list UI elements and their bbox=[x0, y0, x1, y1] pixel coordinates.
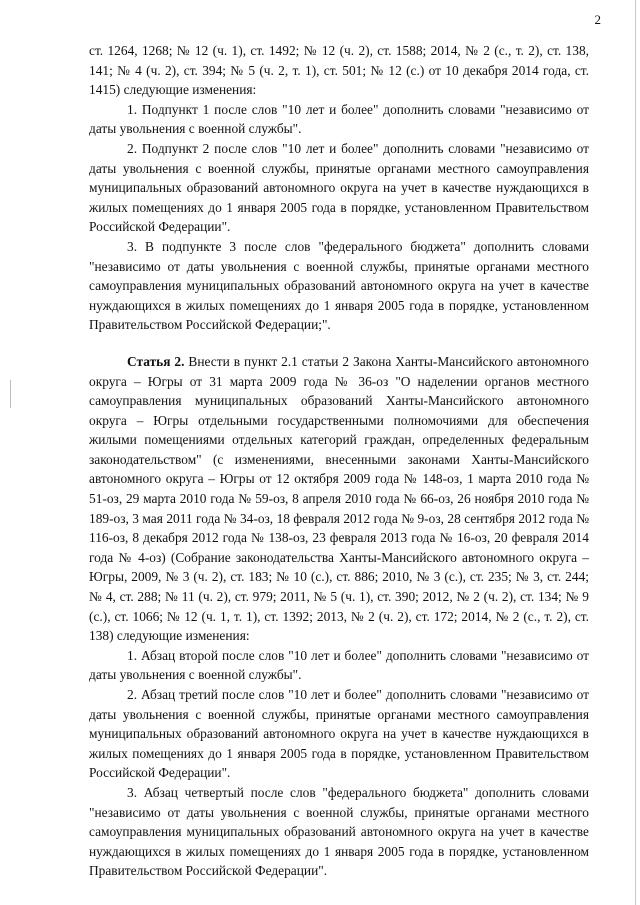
article2-paragraph bbox=[89, 352, 589, 646]
paragraph-gap bbox=[89, 335, 589, 352]
article2-item-3: 3. Абзац четвертый после слов "федерального бюджета" дополнить словами "независимо от даты увольнения с военной службы, принятые органами местного самоуправления муниципальных образований автономного округа на учет в качестве нуждающихся в жилых помещениях до 1 января 2005 года в порядке, установленном Правительством Российской Федерации". bbox=[89, 784, 589, 879]
article2-item-2: 2. Абзац третий после слов "10 лет и более" дополнить словами "независимо от даты увольнения с военной службы, принятые органами местного самоуправления муниципальных образований автономного округа на учет в качестве нуждающихся в жилых помещениях до 1 января 2005 года в порядке, установленном Правительством Российской Федерации". bbox=[89, 687, 589, 781]
article1-item-3: 3. В подпункте 3 после слов "федерального бюджета" дополнить словами "независимо от даты увольнения с военной службы, принятые органами местного самоуправления муниципальных образований автономного округа на учет в качестве нуждающихся в жилых помещениях до 1 января 2005 года в порядке, установленном Правительством Российской Федерации;". bbox=[89, 238, 589, 333]
article1-item-1: 1. Подпункт 1 после слов "10 лет и более" дополнить словами "независимо от даты увольнения с военной службы". bbox=[89, 101, 589, 137]
scan-mark-left bbox=[10, 380, 11, 408]
scan-edge-right bbox=[635, 0, 636, 905]
article2-text: Внести в пункт 2.1 статьи 2 Закона Ханты-Мансийского автономного округа – Югры от 31 марта 2009 года № 36-оз "О наделении органов местного самоуправления муниципальных образований Ханты-Мансийского автономного округа – Югры отдельными государственными полномочиями для обеспечения жилыми помещениями отдельных категорий граждан, определенных федеральным законодательством" (с изменениями, внесенными законами Ханты-Мансийского автономного округа – Югры от 12 октября 2009 года № 148-оз, 1 марта 2010 года № 51-оз, 29 марта 2010 года № 59-оз, 8 апреля 2010 года № 66-оз, 26 ноября 2010 года № 189-оз, 3 мая 2011 года № 34-оз, 18 февраля 2012 года № 9-оз, 28 сентября 2012 года № 116-оз, 8 декабря 2012 года № 138-оз, 23 февраля 2013 года № 16-оз, 20 февраля 2014 года № 4-оз) (Собрание законодательства Ханты-Мансийского автономного округа – Югры, 2009, № 3 (ч. 2), ст. 183; № 10 (с.), ст. 886; 2010, № 3 (с.), ст. 235; № 3, ст. 244; № 4, ст. 288; № 11 (ч. 2), ст. 979; 2011, № 5 (ч. 1), ст. 390; 2012, № 2 (ч. 2), ст. 134; № 9 (с.), ст. 1066; № 12 (ч. 1, т. 1), ст. 1392; 2013, № 2 (ч. 2), ст. 172; 2014, № 2 (с., т. 2), ст. 138) следующие изменения: bbox=[89, 353, 589, 644]
document-body bbox=[89, 41, 589, 881]
intro-paragraph: ст. 1264, 1268; № 12 (ч. 1), ст. 1492; № 12 (ч. 2), ст. 1588; 2014, № 2 (с., т. 2), ст. 138, 141; № 4 (ч. 2), ст. 394; № 5 (ч. 2, т. 1), ст. 501; № 12 (с.) от 10 декабря 2014 года, ст. 1415) следующие изменения: bbox=[89, 43, 589, 98]
article2-label: Статья 2. bbox=[127, 353, 185, 369]
article2-item-1: 1. Абзац второй после слов "10 лет и более" дополнить словами "независимо от даты увольнения с военной службы". bbox=[89, 647, 589, 683]
article1-item-2: 2. Подпункт 2 после слов "10 лет и более" дополнить словами "независимо от даты увольнения с военной службы, принятые органами местного самоуправления муниципальных образований автономного округа на учет в качестве нуждающихся в жилых помещениях до 1 января 2005 года в порядке, установленном Правительством Российской Федерации". bbox=[89, 140, 589, 235]
page-number: 2 bbox=[594, 12, 601, 27]
